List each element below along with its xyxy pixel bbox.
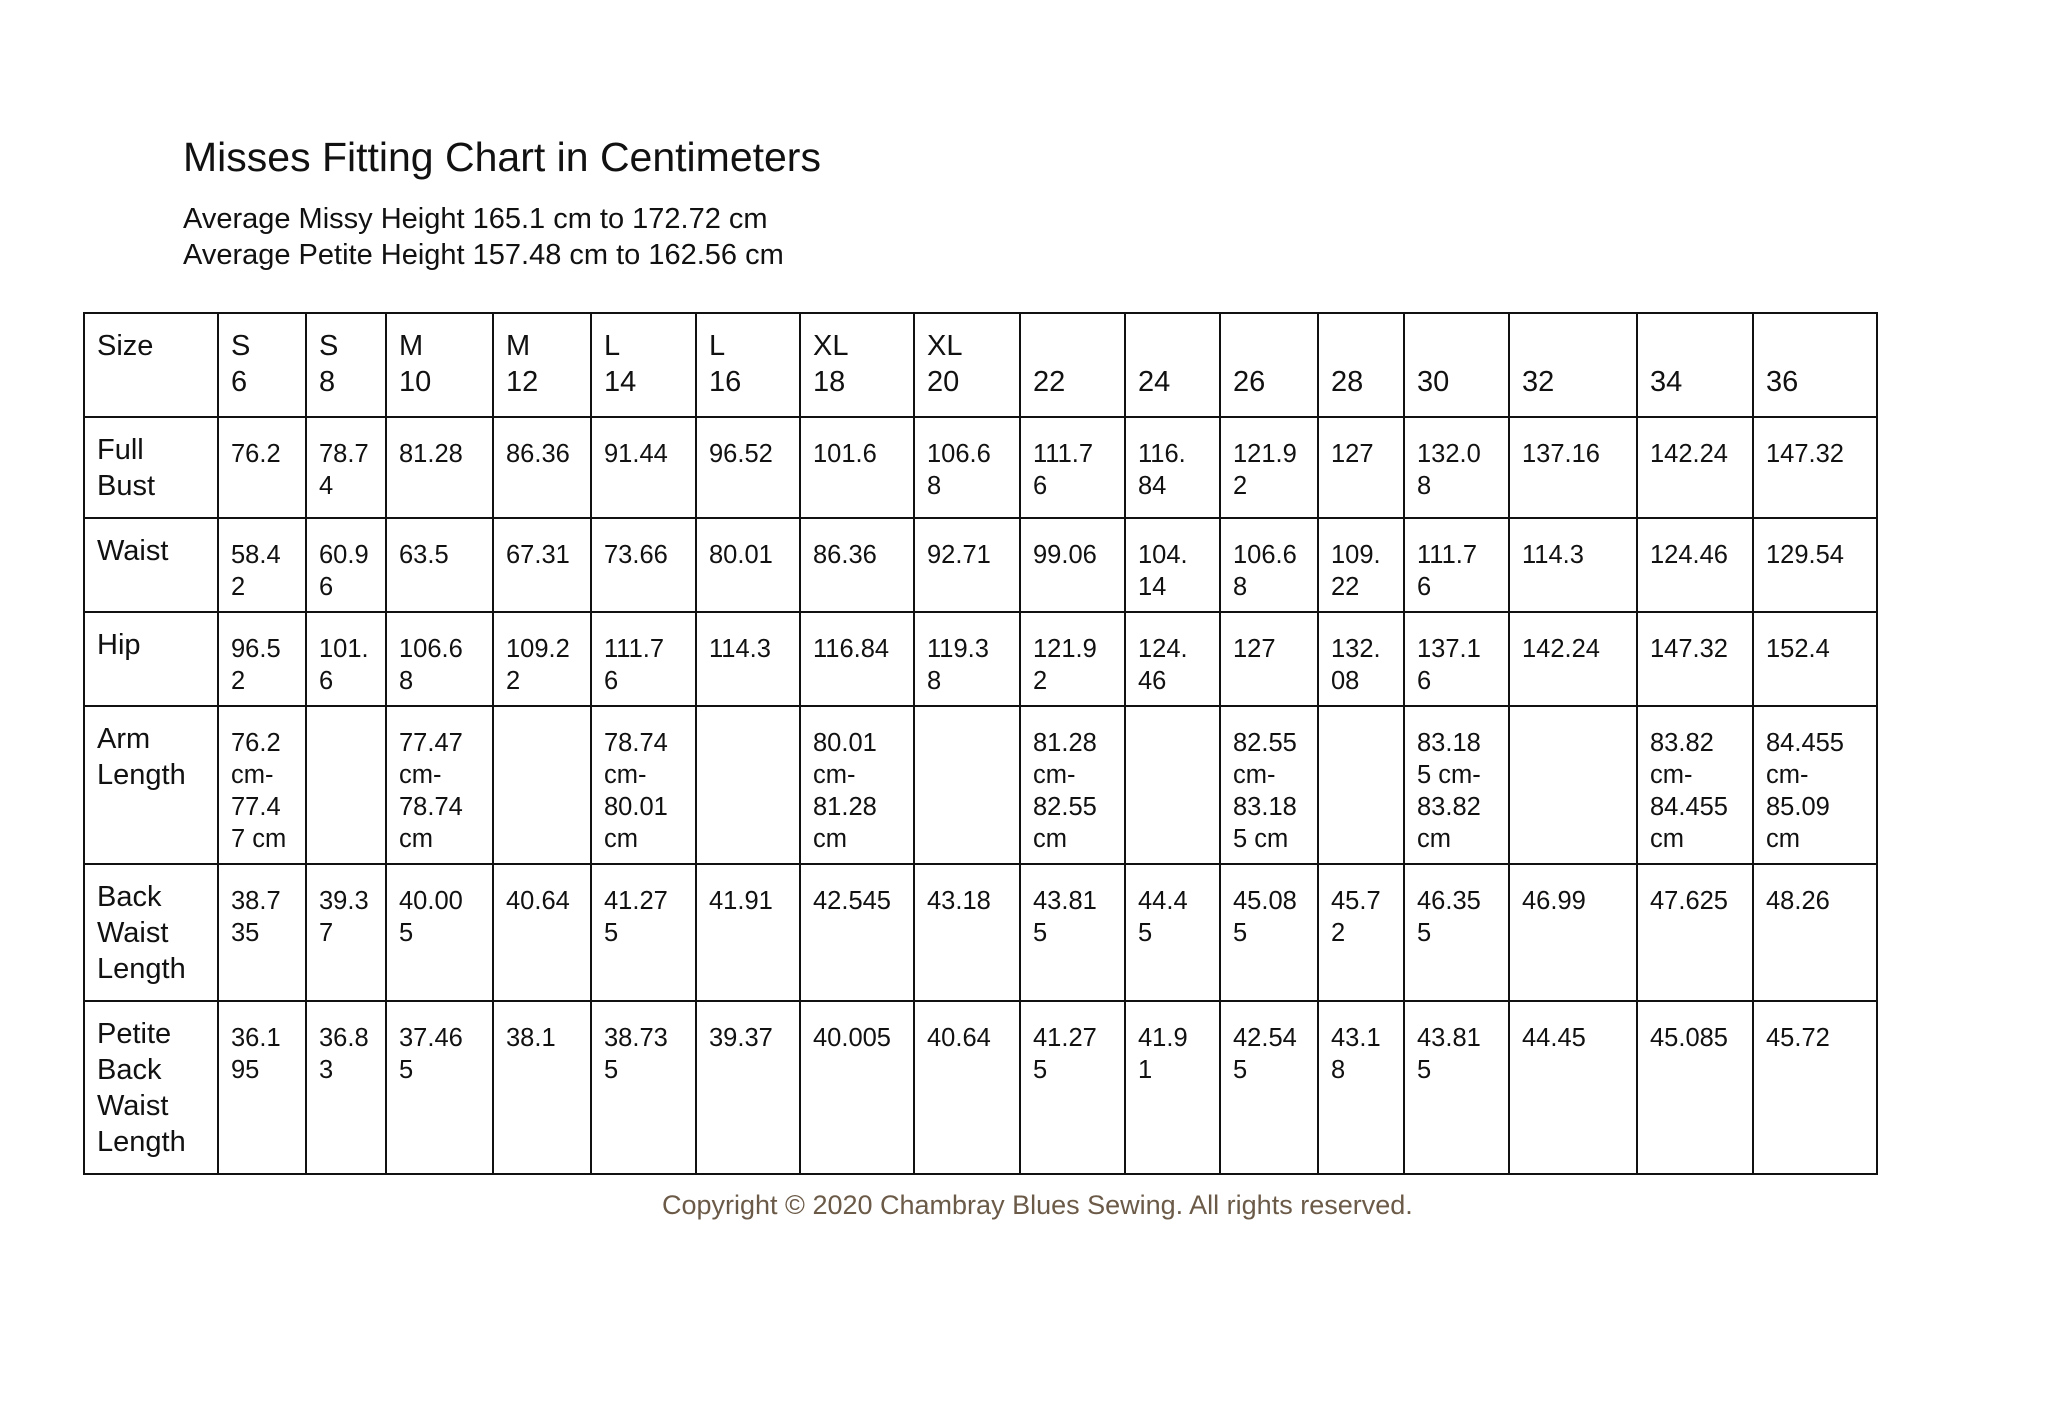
copyright-text: Copyright © 2020 Chambray Blues Sewing. All rights reserved. bbox=[662, 1190, 1413, 1220]
measurement-cell: 142.24 bbox=[1509, 612, 1637, 706]
measurement-cell: 43.81 5 bbox=[1020, 864, 1125, 1001]
measurement-cell: 114.3 bbox=[696, 612, 800, 706]
measurement-cell: 78.74 cm- 80.01 cm bbox=[591, 706, 696, 864]
row-label: Hip bbox=[84, 612, 218, 706]
measurement-cell: 121.9 2 bbox=[1020, 612, 1125, 706]
measurement-cell: 96.5 2 bbox=[218, 612, 306, 706]
measurement-cell: 47.625 bbox=[1637, 864, 1753, 1001]
table-row bbox=[84, 706, 1877, 864]
measurement-cell bbox=[1125, 706, 1220, 864]
measurement-cell: 44.4 5 bbox=[1125, 864, 1220, 1001]
table-row bbox=[84, 612, 1877, 706]
petite-height-note: Average Petite Height 157.48 cm to 162.56 cm bbox=[183, 239, 784, 271]
measurement-cell: 39.3 7 bbox=[306, 864, 386, 1001]
measurement-cell: 78.7 4 bbox=[306, 417, 386, 518]
measurement-cell: 38.1 bbox=[493, 1001, 591, 1174]
measurement-cell: 41.9 1 bbox=[1125, 1001, 1220, 1174]
size-header-cell: 34 bbox=[1637, 313, 1753, 417]
size-header-cell: L 16 bbox=[696, 313, 800, 417]
measurement-cell: 106.6 8 bbox=[386, 612, 493, 706]
measurement-cell: 124. 46 bbox=[1125, 612, 1220, 706]
table-row bbox=[84, 518, 1877, 612]
measurement-cell: 82.55 cm- 83.18 5 cm bbox=[1220, 706, 1318, 864]
size-header-cell: XL 18 bbox=[800, 313, 914, 417]
measurement-cell bbox=[696, 706, 800, 864]
height-notes bbox=[183, 201, 784, 273]
measurement-cell: 147.32 bbox=[1637, 612, 1753, 706]
measurement-cell: 106.6 8 bbox=[1220, 518, 1318, 612]
size-header-cell: 24 bbox=[1125, 313, 1220, 417]
measurement-cell: 81.28 bbox=[386, 417, 493, 518]
measurement-cell: 132. 08 bbox=[1318, 612, 1404, 706]
measurement-cell bbox=[914, 706, 1020, 864]
page-title: Misses Fitting Chart in Centimeters bbox=[183, 134, 821, 180]
measurement-cell bbox=[1318, 706, 1404, 864]
measurement-cell: 40.64 bbox=[493, 864, 591, 1001]
measurement-cell: 38.7 35 bbox=[218, 864, 306, 1001]
size-header-cell: S 8 bbox=[306, 313, 386, 417]
measurement-cell: 63.5 bbox=[386, 518, 493, 612]
size-header-cell: 32 bbox=[1509, 313, 1637, 417]
measurement-cell: 92.71 bbox=[914, 518, 1020, 612]
measurement-cell: 45.72 bbox=[1753, 1001, 1877, 1174]
size-header-cell: S 6 bbox=[218, 313, 306, 417]
measurement-cell: 137.16 bbox=[1509, 417, 1637, 518]
measurement-cell: 43.1 8 bbox=[1318, 1001, 1404, 1174]
size-header-cell: M 12 bbox=[493, 313, 591, 417]
measurement-cell: 76.2 cm- 77.4 7 cm bbox=[218, 706, 306, 864]
size-header-cell: L 14 bbox=[591, 313, 696, 417]
measurement-cell: 119.3 8 bbox=[914, 612, 1020, 706]
measurement-cell: 46.35 5 bbox=[1404, 864, 1509, 1001]
measurement-cell: 36.1 95 bbox=[218, 1001, 306, 1174]
measurement-cell: 45.7 2 bbox=[1318, 864, 1404, 1001]
measurement-cell: 111.7 6 bbox=[1404, 518, 1509, 612]
measurement-cell: 83.82 cm- 84.455 cm bbox=[1637, 706, 1753, 864]
table-row bbox=[84, 1001, 1877, 1174]
measurement-cell: 104. 14 bbox=[1125, 518, 1220, 612]
measurement-cell: 41.27 5 bbox=[591, 864, 696, 1001]
measurement-cell: 91.44 bbox=[591, 417, 696, 518]
measurement-cell: 80.01 cm- 81.28 cm bbox=[800, 706, 914, 864]
measurement-cell: 40.64 bbox=[914, 1001, 1020, 1174]
measurement-cell: 101.6 bbox=[800, 417, 914, 518]
size-header-cell: 22 bbox=[1020, 313, 1125, 417]
measurement-cell: 60.9 6 bbox=[306, 518, 386, 612]
measurement-cell: 80.01 bbox=[696, 518, 800, 612]
row-label: Petite Back Waist Length bbox=[84, 1001, 218, 1174]
measurement-cell: 121.9 2 bbox=[1220, 417, 1318, 518]
size-header-cell: 30 bbox=[1404, 313, 1509, 417]
measurement-cell: 96.52 bbox=[696, 417, 800, 518]
measurement-cell: 84.455 cm- 85.09 cm bbox=[1753, 706, 1877, 864]
row-label: Full Bust bbox=[84, 417, 218, 518]
measurement-cell: 67.31 bbox=[493, 518, 591, 612]
measurement-cell: 36.8 3 bbox=[306, 1001, 386, 1174]
measurement-cell: 37.46 5 bbox=[386, 1001, 493, 1174]
table-row bbox=[84, 864, 1877, 1001]
measurement-cell: 111.7 6 bbox=[1020, 417, 1125, 518]
measurement-cell: 46.99 bbox=[1509, 864, 1637, 1001]
measurement-cell: 40.005 bbox=[800, 1001, 914, 1174]
measurement-cell: 132.0 8 bbox=[1404, 417, 1509, 518]
measurement-cell: 86.36 bbox=[800, 518, 914, 612]
measurement-cell: 124.46 bbox=[1637, 518, 1753, 612]
row-label: Waist bbox=[84, 518, 218, 612]
size-header-cell: 26 bbox=[1220, 313, 1318, 417]
measurement-cell: 40.00 5 bbox=[386, 864, 493, 1001]
row-label: Back Waist Length bbox=[84, 864, 218, 1001]
measurement-cell: 38.73 5 bbox=[591, 1001, 696, 1174]
measurement-cell: 41.27 5 bbox=[1020, 1001, 1125, 1174]
measurement-cell: 81.28 cm- 82.55 cm bbox=[1020, 706, 1125, 864]
size-header-cell: 36 bbox=[1753, 313, 1877, 417]
measurement-cell: 106.6 8 bbox=[914, 417, 1020, 518]
measurement-cell: 127 bbox=[1318, 417, 1404, 518]
measurement-cell: 116.84 bbox=[800, 612, 914, 706]
size-header-cell: M 10 bbox=[386, 313, 493, 417]
table-row bbox=[84, 417, 1877, 518]
measurement-cell: 99.06 bbox=[1020, 518, 1125, 612]
measurement-cell: 39.37 bbox=[696, 1001, 800, 1174]
size-header-cell: XL 20 bbox=[914, 313, 1020, 417]
measurement-cell: 142.24 bbox=[1637, 417, 1753, 518]
measurement-cell: 43.18 bbox=[914, 864, 1020, 1001]
measurement-cell: 114.3 bbox=[1509, 518, 1637, 612]
size-header-row bbox=[84, 313, 1877, 417]
measurement-cell bbox=[493, 706, 591, 864]
size-header-cell: 28 bbox=[1318, 313, 1404, 417]
measurement-cell: 43.81 5 bbox=[1404, 1001, 1509, 1174]
measurement-cell: 45.085 bbox=[1637, 1001, 1753, 1174]
measurement-cell: 83.18 5 cm- 83.82 cm bbox=[1404, 706, 1509, 864]
measurement-cell: 147.32 bbox=[1753, 417, 1877, 518]
measurement-cell: 109. 22 bbox=[1318, 518, 1404, 612]
measurement-cell: 73.66 bbox=[591, 518, 696, 612]
measurement-cell: 77.47 cm- 78.74 cm bbox=[386, 706, 493, 864]
measurement-cell: 42.54 5 bbox=[1220, 1001, 1318, 1174]
measurement-cell bbox=[306, 706, 386, 864]
fitting-chart-table bbox=[83, 312, 1878, 1175]
measurement-cell: 45.08 5 bbox=[1220, 864, 1318, 1001]
measurement-cell: 111.7 6 bbox=[591, 612, 696, 706]
measurement-cell: 41.91 bbox=[696, 864, 800, 1001]
measurement-cell: 127 bbox=[1220, 612, 1318, 706]
measurement-cell: 42.545 bbox=[800, 864, 914, 1001]
measurement-cell: 48.26 bbox=[1753, 864, 1877, 1001]
missy-height-note: Average Missy Height 165.1 cm to 172.72 cm bbox=[183, 203, 768, 235]
row-label: Arm Length bbox=[84, 706, 218, 864]
measurement-cell: 129.54 bbox=[1753, 518, 1877, 612]
measurement-cell: 76.2 bbox=[218, 417, 306, 518]
measurement-cell: 137.1 6 bbox=[1404, 612, 1509, 706]
measurement-cell: 44.45 bbox=[1509, 1001, 1637, 1174]
size-header-label: Size bbox=[84, 313, 218, 417]
measurement-cell: 152.4 bbox=[1753, 612, 1877, 706]
measurement-cell: 116. 84 bbox=[1125, 417, 1220, 518]
measurement-cell bbox=[1509, 706, 1637, 864]
measurement-cell: 101. 6 bbox=[306, 612, 386, 706]
measurement-cell: 58.4 2 bbox=[218, 518, 306, 612]
measurement-cell: 86.36 bbox=[493, 417, 591, 518]
measurement-cell: 109.2 2 bbox=[493, 612, 591, 706]
